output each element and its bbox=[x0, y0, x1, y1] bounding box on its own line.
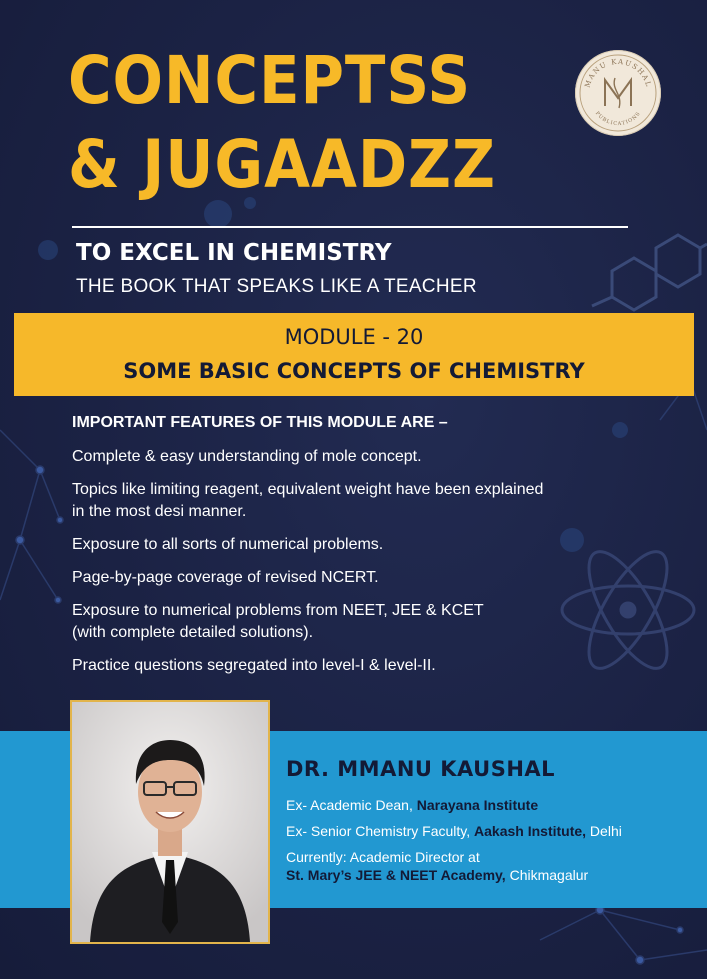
svg-text:MANU KAUSHAL bbox=[583, 58, 652, 89]
feature-item: Exposure to numerical problems from NEET, JEE & KCET (with complete detailed solutions). bbox=[72, 602, 484, 641]
module-title: SOME BASIC CONCEPTS OF CHEMISTRY bbox=[123, 359, 585, 383]
title-line-1: CONCEPTSS bbox=[68, 42, 472, 119]
module-band bbox=[14, 313, 694, 396]
author-name: DR. MMANU KAUSHAL bbox=[286, 757, 556, 781]
publisher-logo bbox=[575, 50, 661, 136]
author-credential-4: St. Mary’s JEE & NEET Academy, Chikmagalur bbox=[286, 867, 589, 883]
author-photo bbox=[70, 700, 270, 944]
feature-item: Exposure to all sorts of numerical problems. bbox=[72, 536, 384, 553]
feature-item: Complete & easy understanding of mole concept. bbox=[72, 448, 422, 465]
author-credential-3: Currently: Academic Director at bbox=[286, 849, 480, 865]
logo-text-bottom: PUBLICATIONS bbox=[593, 110, 643, 128]
feature-item: Practice questions segregated into level-I & level-II. bbox=[72, 657, 436, 674]
feature-item: Page-by-page coverage of revised NCERT. bbox=[72, 569, 379, 586]
subtitle-line-2: THE BOOK THAT SPEAKS LIKE A TEACHER bbox=[76, 276, 477, 297]
feature-item: Topics like limiting reagent, equivalent weight have been explained in the most desi manner. bbox=[72, 481, 544, 520]
title-line-2: & JUGAADZZ bbox=[68, 126, 496, 203]
hexagon-molecule-icon bbox=[592, 235, 707, 310]
svg-text:PUBLICATIONS bbox=[594, 111, 642, 128]
author-credential-1: Ex- Academic Dean, Narayana Institute bbox=[286, 797, 539, 813]
features-heading: IMPORTANT FEATURES OF THIS MODULE ARE – bbox=[72, 414, 448, 431]
module-number: MODULE - 20 bbox=[284, 325, 424, 349]
logo-text-top: MANU KAUSHAL bbox=[583, 57, 653, 89]
network-left-icon bbox=[0, 430, 63, 603]
features-section bbox=[72, 412, 672, 688]
author-credential-2: Ex- Senior Chemistry Faculty, Aakash Institute, Delhi bbox=[286, 823, 622, 839]
subtitle-line-1: TO EXCEL IN CHEMISTRY bbox=[76, 240, 392, 266]
features-list bbox=[72, 446, 672, 677]
title-divider bbox=[72, 226, 628, 228]
author-portrait-icon bbox=[72, 702, 268, 942]
monogram-mk-icon bbox=[575, 50, 661, 136]
